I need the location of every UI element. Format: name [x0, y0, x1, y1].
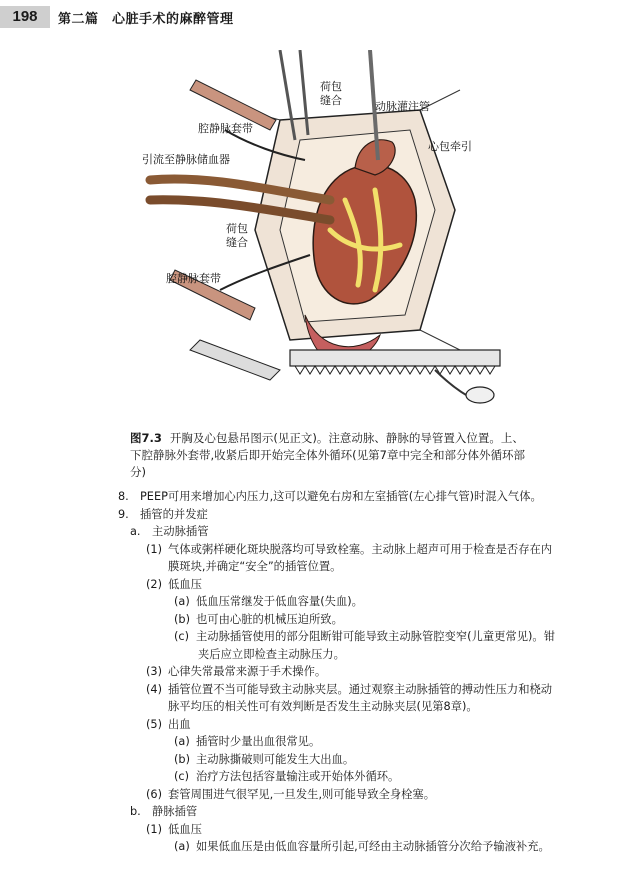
- label-vena-cava-tape-top: 腔静脉套带: [198, 122, 253, 135]
- list-item: (a) 如果低血压是由低血容量所引起,可经由主动脉插管分次给予输液补充。: [174, 840, 550, 853]
- list-item: (5) 出血: [146, 717, 191, 731]
- label-vena-cava-tape-bottom: 腔静脉套带: [166, 272, 221, 285]
- list-item: (b) 也可由心脏的机械压迫所致。: [174, 612, 343, 626]
- list-item: (6) 套管周围进气很罕见,一旦发生,则可能导致全身栓塞。: [146, 787, 436, 801]
- page-number: 198: [0, 6, 50, 28]
- page-header: [0, 0, 640, 34]
- list-item: (1) 低血压: [146, 822, 202, 836]
- list-item: 9. 插管的并发症: [118, 507, 208, 521]
- list-item-continuation: 脉平均压的相关性可有效判断是否发生主动脉夹层(见第8章)。: [168, 700, 478, 713]
- body-text: [118, 488, 623, 856]
- caption-number: 图7.3: [130, 431, 162, 445]
- label-purse-string-mid: 荷包 缝合: [226, 222, 248, 249]
- list-item: b. 静脉插管: [130, 805, 198, 818]
- list-item: (3) 心律失常最常来源于手术操作。: [146, 665, 327, 678]
- list-item: (4) 插管位置不当可能导致主动脉夹层。通过观察主动脉插管的搏动性压力和桡动: [146, 682, 553, 696]
- label-aortic-cannula: 动脉灌注管: [375, 100, 430, 113]
- list-item: (a) 低血压常继发于低血容量(失血)。: [174, 595, 363, 608]
- label-purse-string-top: 荷包 缝合: [320, 80, 342, 107]
- list-item: a. 主动脉插管: [130, 525, 209, 538]
- list-item: (c) 主动脉插管使用的部分阻断钳可能导致主动脉管腔变窄(儿童更常见)。钳: [174, 630, 556, 643]
- list-item-continuation: 夹后应立即检查主动脉压力。: [198, 647, 345, 661]
- figure-caption: [130, 430, 530, 481]
- list-item-continuation: 膜斑块,并确定“安全”的插管位置。: [168, 560, 342, 573]
- caption-text: 开胸及心包悬吊图示(见正文)。注意动脉、静脉的导管置入位置。上、下腔静脉外套带,收紧后即开始完全体外循环(见第7章中完全和部分体外循环部分): [130, 431, 525, 479]
- list-item: (2) 低血压: [146, 577, 202, 591]
- list-item: (c) 治疗方法包括容量输注或开始体外循环。: [174, 770, 400, 783]
- chapter-title: 第二篇 心脏手术的麻醉管理: [58, 12, 234, 27]
- list-item: (a) 插管时少量出血很常见。: [174, 735, 321, 748]
- label-drain-to-reservoir: 引流至静脉储血器: [142, 153, 230, 166]
- list-item: 8. PEEP可用来增加心内压力,这可以避免右房和左室插管(左心排气管)时混入气体。: [118, 490, 542, 503]
- label-pericardial-traction: 心包牵引: [428, 140, 472, 153]
- list-item: (b) 主动脉撕破则可能发生大出血。: [174, 752, 355, 766]
- surgical-illustration: [130, 50, 515, 410]
- list-item: (1) 气体或粥样硬化斑块脱落均可导致栓塞。主动脉上超声可用于检查是否存在内: [146, 542, 553, 556]
